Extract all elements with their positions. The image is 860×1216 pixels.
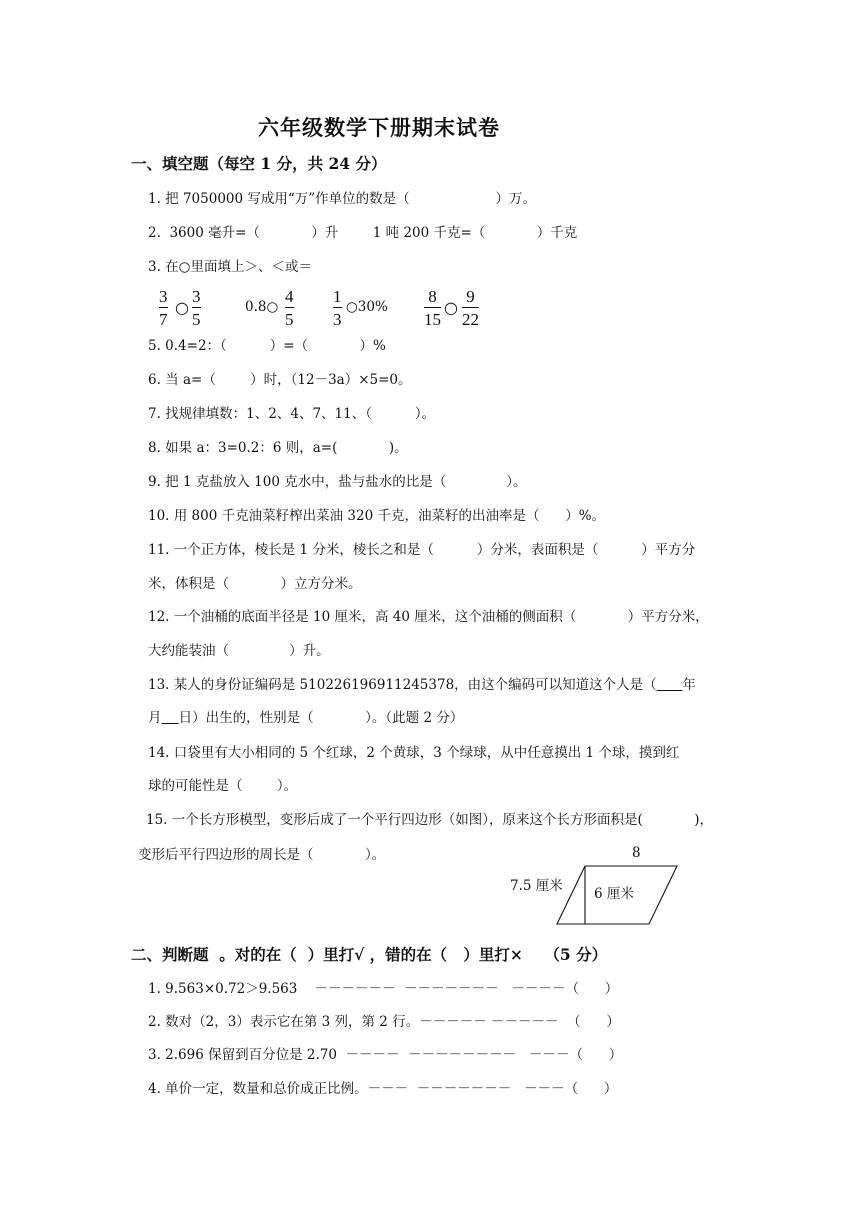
q3-c-suffix: ○30% (346, 299, 388, 315)
section-2-heading: 二、判断题 。对的在（ ）里打√ ，错的在（ ）里打× （5 分） (131, 945, 608, 964)
q3-d-left-fraction (424, 288, 441, 328)
q3-d-compare-circle[interactable]: ○ (444, 298, 458, 317)
question-1: 1. 把 7050000 写成用“万”作单位的数是（ ）万。 (148, 191, 537, 207)
denominator: 3 (333, 310, 342, 329)
question-12-line-1: 12. 一个油桶的底面半径是 10 厘米，高 40 厘米，这个油桶的侧面积（ ）平方分米， (148, 609, 709, 625)
numerator: 9 (466, 287, 475, 306)
q3-b-prefix: 0.8○ (245, 299, 279, 315)
numerator: 1 (333, 287, 342, 306)
judge-4: 4. 单价一定，数量和总价成正比例。－－－ －－－－－－－ －－－（ ） (148, 1081, 618, 1097)
denominator: 5 (192, 310, 201, 329)
question-15-line-2: 变形后平行四边形的周长是（ ）。 (138, 847, 386, 863)
page-title: 六年级数学下册期末试卷 (258, 115, 500, 140)
parallelogram-figure (555, 860, 735, 930)
question-2: 2. 3600 毫升=（ ）升 1 吨 200 千克=（ ）千克 (148, 225, 578, 241)
judge-2: 2. 数对（2，3）表示它在第 3 列，第 2 行。－－－－－ －－－－－ （ ） (148, 1014, 620, 1030)
question-8: 8. 如果 a：3=0.2：6 则，a=( )。 (148, 440, 408, 456)
question-3: 3. 在○里面填上＞、＜或＝ (148, 259, 312, 275)
question-9: 9. 把 1 克盐放入 100 克水中，盐与盐水的比是（ ）。 (148, 474, 527, 490)
question-11-line-2: 米，体积是（ ）立方分米。 (148, 576, 362, 592)
q3-a-compare-circle[interactable]: ○ (175, 298, 189, 317)
numerator: 3 (192, 287, 201, 306)
question-14-line-2: 球的可能性是（ ）。 (148, 778, 298, 794)
figure-top-label: 8 (632, 845, 641, 861)
fraction-bar (462, 307, 479, 308)
q13-text-b: 日）出生的，性别是（ ）。（此题 2 分） (178, 710, 464, 726)
judge-3: 3. 2.696 保留到百分位是 2.70 －－－－ －－－－－－－－ －－－（ ） (148, 1047, 623, 1063)
numerator: 8 (428, 287, 437, 306)
q13-text-a: 13. 某人的身份证编码是 510226196911245378，由这个编码可以知道这个人是（ (148, 677, 657, 693)
denominator: 7 (159, 310, 168, 329)
section-1-heading: 一、填空题（每空 1 分，共 24 分） (131, 154, 387, 173)
numerator: 3 (159, 287, 168, 306)
judge-1: 1. 9.563×0.72＞9.563 －－－－－－ －－－－－－－ －－－－（ ） (148, 981, 619, 997)
q3-a-left-fraction (159, 288, 168, 328)
q3-a-right-fraction (192, 288, 201, 328)
question-7: 7. 找规律填数：1、2、4、7、11、（ ）。 (148, 406, 436, 422)
numerator: 4 (285, 287, 294, 306)
question-6: 6. 当 a=（ ）时，（12－3a）×5=0。 (148, 372, 412, 388)
q3-d-right-fraction (462, 288, 479, 328)
question-15-line-1: 15. 一个长方形模型，变形后成了一个平行四边形（如图），原来这个长方形面积是( )， (146, 812, 714, 828)
fraction-bar (285, 307, 294, 308)
fraction-bar (333, 307, 342, 308)
question-13-line-1 (148, 679, 696, 693)
fraction-bar (424, 307, 441, 308)
figure-side-label: 7.5 厘米 (510, 878, 563, 894)
question-12-line-2: 大约能装油（ ）升。 (148, 643, 330, 659)
denominator: 5 (285, 310, 294, 329)
denominator: 15 (424, 310, 441, 329)
question-13-line-2 (148, 712, 463, 726)
question-14-line-1: 14. 口袋里有大小相同的 5 个红球，2 个黄球，3 个绿球，从中任意摸出 1 个球，摸到红 (148, 745, 680, 761)
figure-height-label: 6 厘米 (594, 886, 634, 902)
q13-year-label: 年 (682, 677, 696, 693)
fraction-bar (159, 307, 168, 308)
q13-day-blank[interactable] (162, 710, 179, 726)
q3-b-right-fraction (285, 288, 294, 328)
question-5: 5. 0.4=2：（ ）=（ ）% (148, 338, 386, 354)
q3-c-left-fraction (333, 288, 342, 328)
q13-year-blank[interactable] (657, 677, 683, 693)
q13-month-label: 月 (148, 710, 162, 726)
denominator: 22 (462, 310, 479, 329)
question-11-line-1: 11. 一个正方体，棱长是 1 分米，棱长之和是（ ）分米，表面积是（ ）平方分 (148, 542, 696, 558)
question-10: 10. 用 800 千克油菜籽榨出菜油 320 千克，油菜籽的出油率是（ ）%。 (148, 508, 606, 524)
fraction-bar (192, 307, 201, 308)
